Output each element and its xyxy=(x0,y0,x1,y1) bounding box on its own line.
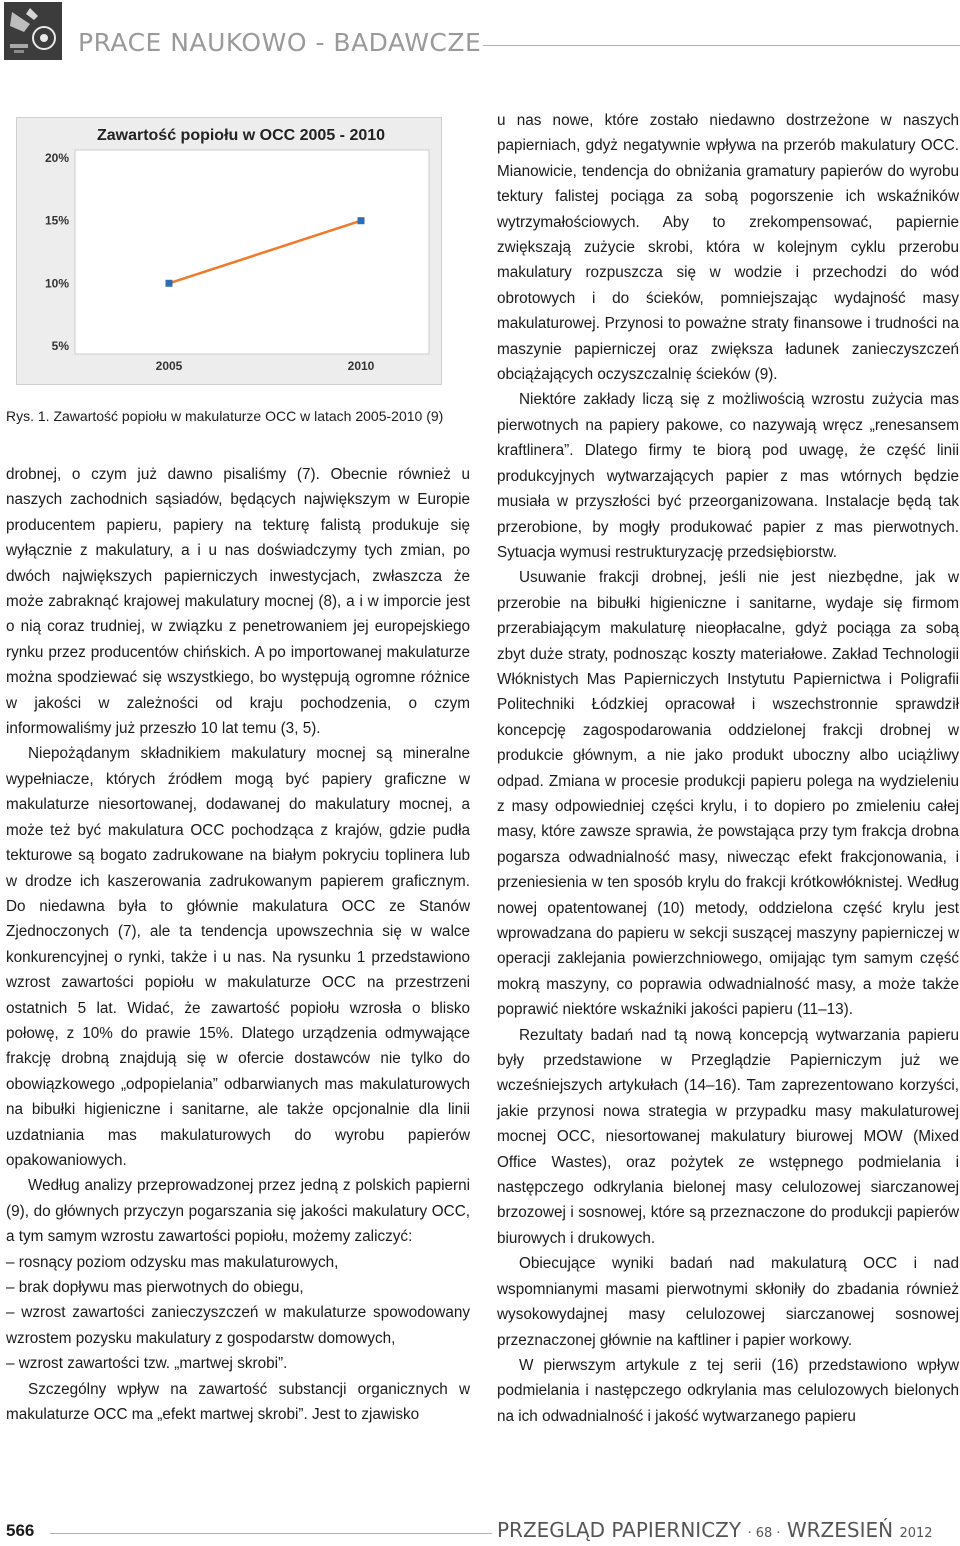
paragraph: Według analizy przeprowadzonej przez jedną z polskich papierni (9), do głównych przyczyn pogarszania się jakości makulatury OCC, a tym samym wzrostu zawartości popiołu, możemy zaliczyć: xyxy=(6,1177,470,1246)
chart-figure xyxy=(16,117,442,385)
figure-caption: Rys. 1. Zawartość popiołu w makulaturze OCC w latach 2005-2010 (9) xyxy=(6,408,444,424)
y-tick-label: 15% xyxy=(44,213,69,228)
x-tick-label: 2005 xyxy=(155,359,183,373)
journal-logo-icon xyxy=(4,2,62,60)
right-column xyxy=(497,108,959,1429)
paragraph: Obiecujące wyniki badań nad makulaturą OCC i nad wspomnianymi masami pierwotnymi skłoniły do zbadania również wysokowydajnej masy celulozowej siarczanowej sosnowej przeznaczonej głównie na kaftliner i papier workowy. xyxy=(497,1255,959,1349)
list-item: – wzrost zawartości tzw. „martwej skrobi”. xyxy=(6,1355,288,1373)
plot-area xyxy=(75,150,429,354)
header-divider xyxy=(483,45,960,46)
page-number: 566 xyxy=(6,1521,35,1540)
x-tick-label: 2010 xyxy=(347,359,375,373)
section-title: PRACE NAUKOWO - BADAWCZE xyxy=(78,28,482,57)
y-tick-label: 20% xyxy=(44,151,69,166)
list-item: – rosnący poziom odzysku mas makulaturowych, xyxy=(6,1253,339,1271)
list-item: – wzrost zawartości zanieczyszczeń w makulaturze spowodowany wzrostem pozysku makulatury z gospodarstw domowych, xyxy=(6,1304,470,1347)
data-point xyxy=(166,280,173,287)
paragraph: W pierwszym artykule z tej serii (16) przedstawiono wpływ podmielania i następczego odkrylania mas celulozowych bielonych na ich odwadnialność i jakość wytwarzanego papieru xyxy=(497,1356,959,1425)
chart-title: Zawartość popiołu w OCC 2005 - 2010 xyxy=(96,127,386,144)
issue-month: WRZESIEŃ xyxy=(786,1518,894,1542)
paragraph: Niepożądanym składnikiem makulatury mocnej są mineralne wypełniacze, których źródłem mogą być papiery graficzne w makulaturze niesortowanej, dodawanej do makulatury mocnej, a może też być makulatura OCC pochodząca z krajów, gdzie pudła tekturowe są bogato zadrukowane na białym pokryciu toplinera lub w drodze ich kaszerowania zadrukowanym papierem graficznym. Do niedawna była to głównie makulatura OCC ze Stanów Zjednoczonych (7), ale ta tendencja upowszechnia się w walce konkurencyjnej o rynki, także i u nas. Na rysunku 1 przedstawiono wzrost zawartości popiołu w makulaturze OCC na przestrzeni ostatnich 5 lat. Widać, że zawartość popiołu wzrosła o blisko połowę, z 10% do prawie 15%. Dlatego urządzenia odmywające frakcję drobną znajdują się w ofercie dostawców nie tylko do obowiązkowego „odpopielania” odbarwianych mas makulaturowych na bibułki higieniczne i sanitarne, ale także opcjonalnie dla linii uzdatniania mas makulaturowych do wyrobu papierów opakowaniowych. xyxy=(6,745,470,1169)
paragraph: Usuwanie frakcji drobnej, jeśli nie jest niezbędne, jak w przerobie na bibułki higieniczne i sanitarne, wydaje się firmom przerabiającym makulaturę nieopłacalne, gdyż pociąga za sobą zbyt duże straty, podnosząc koszty materiałowe. Zakład Technologii Włóknistych Mas Papierniczych Instytutu Papiernictwa i Poligrafii Politechniki Łódzkiej opracował i wszechstronnie sprawdził koncepcję zagospodarowania oddzielonej frakcji drobnej w produkcie głównym, a nie jako produkt uboczny albo uciążliwy odpad. Zmiana w procesie produkcji papieru polega na wydzieleniu z masy odpowiedniej części krylu, i to dopiero po zmieleniu całej masy, które zawsze sprawia, że powstająca przy tym frakcja drobna pogarsza odwadnialność masy, niwecząc efekt frakcjonowania, i przeniesienia w ten sposób krylu do frakcji krótkowłóknistej. Według nowej opatentowanej (10) metody, oddzielona część krylu jest wprowadzana do papieru w sekcji suszącej maszyny papierniczej w operacji zaklejania powierzchniowego, omijając tym samym część mokrą maszyny, co poprawia odwadnialność masy, a może także poprawić niektóre wskaźniki jakości papieru (11–13). xyxy=(497,569,959,1019)
list-item: – brak dopływu mas pierwotnych do obiegu, xyxy=(6,1279,304,1296)
journal-name: PRZEGLĄD PAPIERNICZY xyxy=(497,1518,742,1542)
ash-content-chart xyxy=(17,118,441,384)
footer-divider xyxy=(50,1533,492,1534)
issue-year: 2012 xyxy=(899,1526,933,1541)
journal-footer xyxy=(497,1518,933,1542)
paragraph: Szczególny wpływ na zawartość substancji organicznych w makulaturze OCC ma „efekt martwej skrobi”. Jest to zjawisko xyxy=(6,1380,470,1424)
paragraph: drobnej, o czym już dawno pisaliśmy (7). Obecnie również u naszych zachodnich sąsiadów, będących największym w Europie producentem papieru, papiery na tekturę falistą produkuje się wyłącznie z makulatury, a i u nas doświadczymy tych zmian, po dwóch największych papierniczych inwestycjach, zwłaszcza że może zabraknąć krajowej makulatury mocnej (8), a i w imporcie jest o nią coraz trudniej, w związku z penetrowaniem jej europejskiego rynku przez producentów chińskich. A po importowanej makulaturze można spodziewać się wszystkiego, bo występują ogromne różnice w jakości w zależności od kraju pochodzenia, o czym informowaliśmy już przeszło 10 lat temu (3, 5). xyxy=(6,466,470,738)
y-tick-label: 10% xyxy=(44,276,69,291)
issue-number: · 68 · xyxy=(747,1526,781,1541)
paragraph: Niektóre zakłady liczą się z możliwością wzrostu zużycia mas pierwotnych na papiery pakowe, co nazywają wręcz „renesansem kraftlinera”. Dlatego firmy te biorą pod uwagę, że część linii produkcyjnych wytwarzających papier z mas wtórnych będzie musiała w przyszłości być przeorganizowana. Instalacje będą tak przerobione, by mogły produkować papier z mas pierwotnych. Sytuacja wymusi restrukturyzację przedsiębiorstw. xyxy=(497,391,959,561)
y-tick-label: 5% xyxy=(51,338,69,353)
paragraph: Rezultaty badań nad tą nową koncepcją wytwarzania papieru były przedstawione w Przeglądzie Papierniczym już we wcześniejszych artykułach (14–16). Tam zaprezentowano korzyści, jakie przynosi nowa strategia w przypadku masy makulaturowej mocnej OCC, niesortowanej makulatury biurowej MOW (Mixed Office Wastes), oraz pożytek ze wstępnego podmielania i następczego odkrylania bielonej masy celulozowej siarczanowej brzozowej i sosnowej, które są przeznaczone do produkcji papierów biurowych i drukowych. xyxy=(497,1026,959,1247)
paragraph: u nas nowe, które zostało niedawno dostrzeżone w naszych papierniach, gdyż negatywnie wpływa na przerób makulatury OCC. Mianowicie, tendencja do obniżania gramatury papierów do wyrobu tektury falistej pociąga za sobą pogorszenie ich wskaźników wytrzymałościowych. Aby to zrekompensować, papiernie zwiększają zużycie skrobi, która w kolejnym cyklu przerobu makulatury rozpuszcza się w wodzie i przechodzi do wód obrotowych i do ścieków, pomniejszając wydajność masy makulaturowej. Przynosi to poważne straty finansowe i trudności na maszynie papierniczej oraz zwiększa ładunek zanieczyszczeń obciążających oczyszczalnię ścieków (9). xyxy=(497,112,959,384)
data-point xyxy=(358,217,365,224)
left-column xyxy=(6,462,470,1427)
